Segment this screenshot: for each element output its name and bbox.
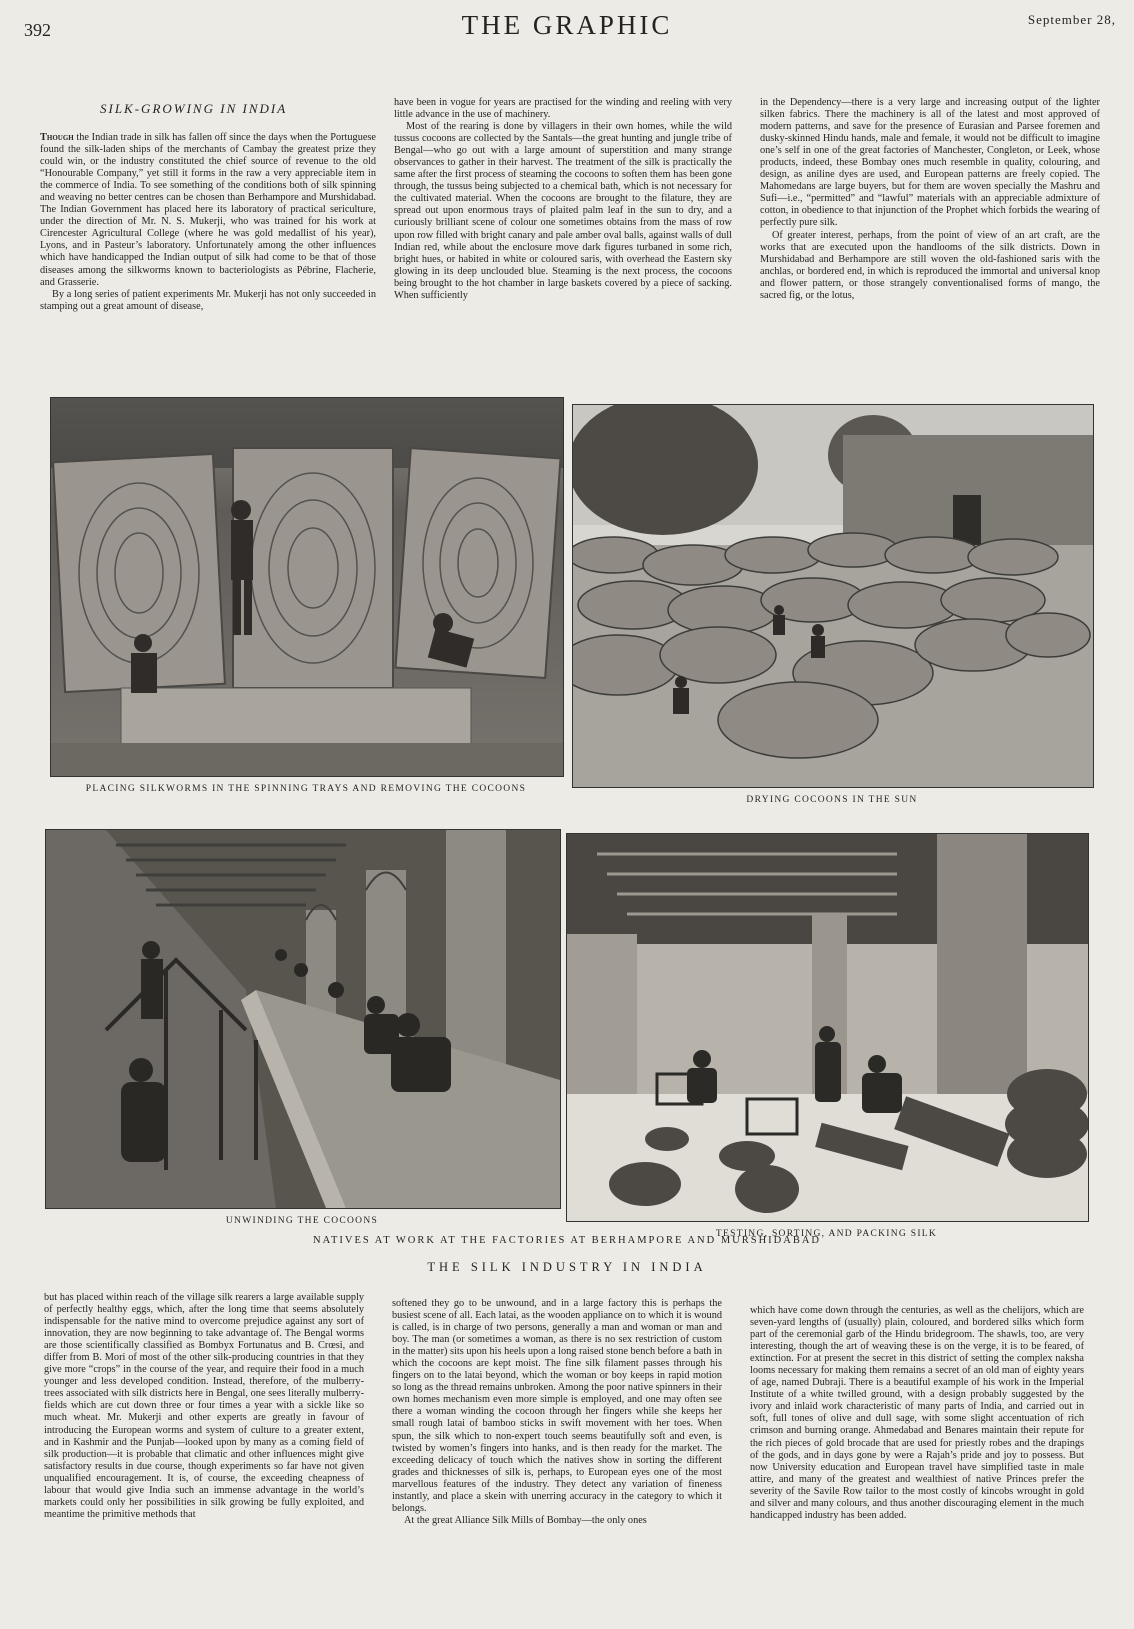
drying-tray: [718, 682, 878, 758]
group-caption: NATIVES AT WORK AT THE FACTORIES AT BERHAMPORE AND MURSHIDABAD: [313, 1235, 821, 1246]
caption-testing-sorting-packing: TESTING, SORTING, AND PACKING SILK: [715, 1229, 938, 1239]
drying-tray: [885, 537, 981, 573]
bottom-column-1: [44, 1292, 364, 1521]
photo-testing-sorting-packing: [566, 833, 1089, 1222]
top-column-1: [40, 132, 376, 313]
paragraph: By a long series of patient experiments Mr. Mukerji has not only succeeded in stamping out a great amount of disease,: [40, 288, 376, 312]
paragraph: Most of the rearing is done by villagers in their own homes, while the wild tussus cocoons are collected by the Santals—the great hunting and jungle tribe of Bengal—who go out with a large amount of superstition and many strange observances to gather in their harvest. The treatment of the silk is practically the same after the first process of steaming the cocoons to soften them has been gone through, the tussus being subjected to a chemical bath, which is not necessary for the cultivated material. When the cocoons are brought to the filature, they are spread out upon enormous trays of plaited palm leaf in the sun to dry, and a curiously brilliant scene of colour one sometimes obtains from the mass of row upon row filled with bright canary and pale amber oval balls, against walls of dull Indian red, while about the enclosure move dark figures turbaned in some rich, bright hues, or habited in white or coloured saris, with overhead the Eastern sky glowing in its deep unclouded blue. Steaming is the next process, the cocoons being brought to the hot chamber in large baskets covered by a piece of sacking. When sufficiently: [394, 121, 732, 301]
top-column-2: [394, 97, 732, 302]
paragraph: Though the Indian trade in silk has fallen off since the days when the Portuguese found the silk-laden ships of the merchants of Cambay the greatest prize they could win, or the industry constituted the chief source of revenue to the old “Honourable Company,” yet still it forms in the raw a very appreciable item in the commerce of India. To see something of the conditions both of silk spinning and weaving no better centres can be chosen than Berhampore and Murshidabad. The Indian Government has placed here its laboratory of practical sericulture, under the direction of Mr. N. S. Mukerji, who was trained for his work at Cirencester Agricultural College (where he was gold medallist of his year), Lyons, and in Pasteur’s laboratory. Unfortunately among the other influences which have handicapped the Indian output of silk had come to be that of those diseases among the silkworms known to bacteriologists as Pébrine, Flacherie, and Grasserie.: [40, 132, 376, 288]
paragraph: which have come down through the centuries, as well as the chelijors, which are seven-yard lengths of (usually) plain, coloured, and bordered silks which form part of the ceremonial garb of the Hindu bridegroom. The shawls, too, are very interesting, though the art of weaving these is on the verge, it is to be feared, of extinction. For at present the secret in this district of setting the complex naksha looms necessary for making them remains a secret of an old man of eighty years of age, named Dubraji. There is a beautiful example of his work in the Imperial Institute of a white twilled ground, with a design probably suggested by the ivory and inlaid work characteristic of many parts of India, and carried out in soft, full tones of olive and dull sage, with some slight accentuation of rich crimson and burning orange. Ahmedabad and Benares maintain their repute for the rich pieces of gold brocade that are used for priestly robes and the drapings of the gods, and in days gone by were a Rajah’s pride and joy to possess. But now University education and European travel have simplified taste in male attire, and many of the greatest and wealthiest of native Princes prefer the severity of the Savile Row tailor to the most costly of kincobs wrought in gold and silver and many colours, and thus another discouraging element in the much handicapped industry has been added.: [750, 1305, 1084, 1521]
caption-unwinding-cocoons: UNWINDING THE COCOONS: [225, 1216, 379, 1226]
photo-spinning-trays: [50, 397, 564, 777]
drying-tray: [660, 627, 776, 683]
paragraph: have been in vogue for years are practised for the winding and reeling with very little advance in the use of machinery.: [394, 97, 732, 121]
paragraph: softened they go to be unwound, and in a large factory this is perhaps the busiest scene of all. Each latai, as the wooden appliance on to which it is wound is called, is in charge of two persons, generally a man and woman or man and boy. The man (or sometimes a woman, as there is no sex restriction of custom in the matter) sits upon his heels upon a long raised stone bench before a bath in which the cocoons are kept moist. The fine silk filament passes through his fingers on to the latai beyond, which the woman or boy keeps in rapid motion so long as the thread remains unbroken. Among the poor native spinners in their own homes mechanism even more simple is employed, and one may often see there a woman winding the cocoon through her fingers while she keeps her small rough latai of bamboo sticks in swift movement with her toes. When spun, the silk which to non-expert touch seems beautifully soft and even, is twisted by women’s fingers into hanks, and is then ready for the market. The exceeding delicacy of touch which the natives show in sorting the different grades and thicknesses of silk is, perhaps, to European eyes one of the most marvellous features of the industry. They detect any variation of fineness instantly, and place a skein with unerring accuracy in the category to which it belongs.: [392, 1298, 723, 1514]
page-number: 392: [24, 20, 51, 40]
photo-drying-cocoons: [572, 404, 1094, 788]
caption-spinning-trays: PLACING SILKWORMS IN THE SPINNING TRAYS AND REMOVING THE COCOONS: [85, 784, 527, 794]
bottom-column-2: [392, 1298, 722, 1527]
bottom-column-3: [750, 1305, 1084, 1522]
issue-date: September 28,: [1027, 12, 1116, 27]
drying-tray: [725, 537, 821, 573]
caption-drying-cocoons: DRYING COCOONS IN THE SUN: [746, 795, 918, 805]
drying-tray: [808, 533, 898, 567]
paragraph: At the great Alliance Silk Mills of Bombay—the only ones: [404, 1514, 647, 1526]
drying-tray: [968, 539, 1058, 575]
paragraph: in the Dependency—there is a very large and increasing output of the lighter silken fabrics. There the machinery is all of the latest and most approved of modern patterns, and save for the presence of Eurasian and Parsee foremen and dusky-skinned Hindu hands, male and female, it would not be difficult to imagine one’s self in one of the great factories of Manchester, Congleton, or Leek, whose products, indeed, these Bombay ones much resemble in quality, colouring, and design, as aniline dyes are used, and European patterns are freely copied. The Mahomedans are large buyers, but for them are woven specially the Mashru and Sufi—i.e., “permitted” and “lawful” materials with an appreciable admixture of cotton, in obedience to that injunction of the Prophet which forbids the wearing of perfectly pure silk.: [760, 97, 1100, 229]
paragraph: Of greater interest, perhaps, from the point of view of an art craft, are the works that are executed upon the handlooms of the silk districts. Down in Murshidabad and Berhampore are still woven the old-fashioned saris with the anchlas, or bordered end, in which is reproduced the immortal and universal knop and flower pattern, or those strangely conventionalised forms of mango, the sacred fig, or the lotus,: [760, 229, 1100, 301]
paragraph: but has placed within reach of the village silk rearers a large available supply of perfectly healthy eggs, which, after the long time that seems absolutely indispensable for the native mind to overcome prejudice against any sort of innovation, they are now beginning to take advantage of. The Bengal worms are those scientifically classified as Bombyx Fortunatus and B. Crœsi, and differ from B. Mori of most of the other silk-producing countries in that they give more “crops” in the course of the year, and require their food in a much younger and less developed condition. Instead, therefore, of the mulberry-trees associated with silk districts here in Bengal, one sees literally mulberry-fields which are cut down three or four times a year with a sickle like so much wheat. Mr. Mukerji and other experts are greatly in favour of introducing the European worms and system of culture to a greater extent, and in Kashmir and the Punjab—looked upon by many as a coming field of silk production—it is probable that climatic and other influences might give satisfactory results in due course, though experiments so far have not given unqualified encouragement. It is, of course, the exceeding cheapness of labour that would give India such an immense advantage in the world’s markets could only her possibilities in silk growing be fully exploited, and meantime the primitive methods that: [44, 1292, 364, 1520]
plate-title: THE SILK INDUSTRY IN INDIA: [427, 1260, 707, 1274]
drying-tray: [573, 635, 678, 695]
photo-unwinding-cocoons: [45, 829, 561, 1209]
article-title: SILK-GROWING IN INDIA: [100, 101, 288, 116]
top-column-3: [760, 97, 1100, 302]
drying-tray: [1006, 613, 1090, 657]
masthead-title: THE GRAPHIC: [461, 10, 673, 40]
lead-word: Though: [40, 132, 74, 143]
